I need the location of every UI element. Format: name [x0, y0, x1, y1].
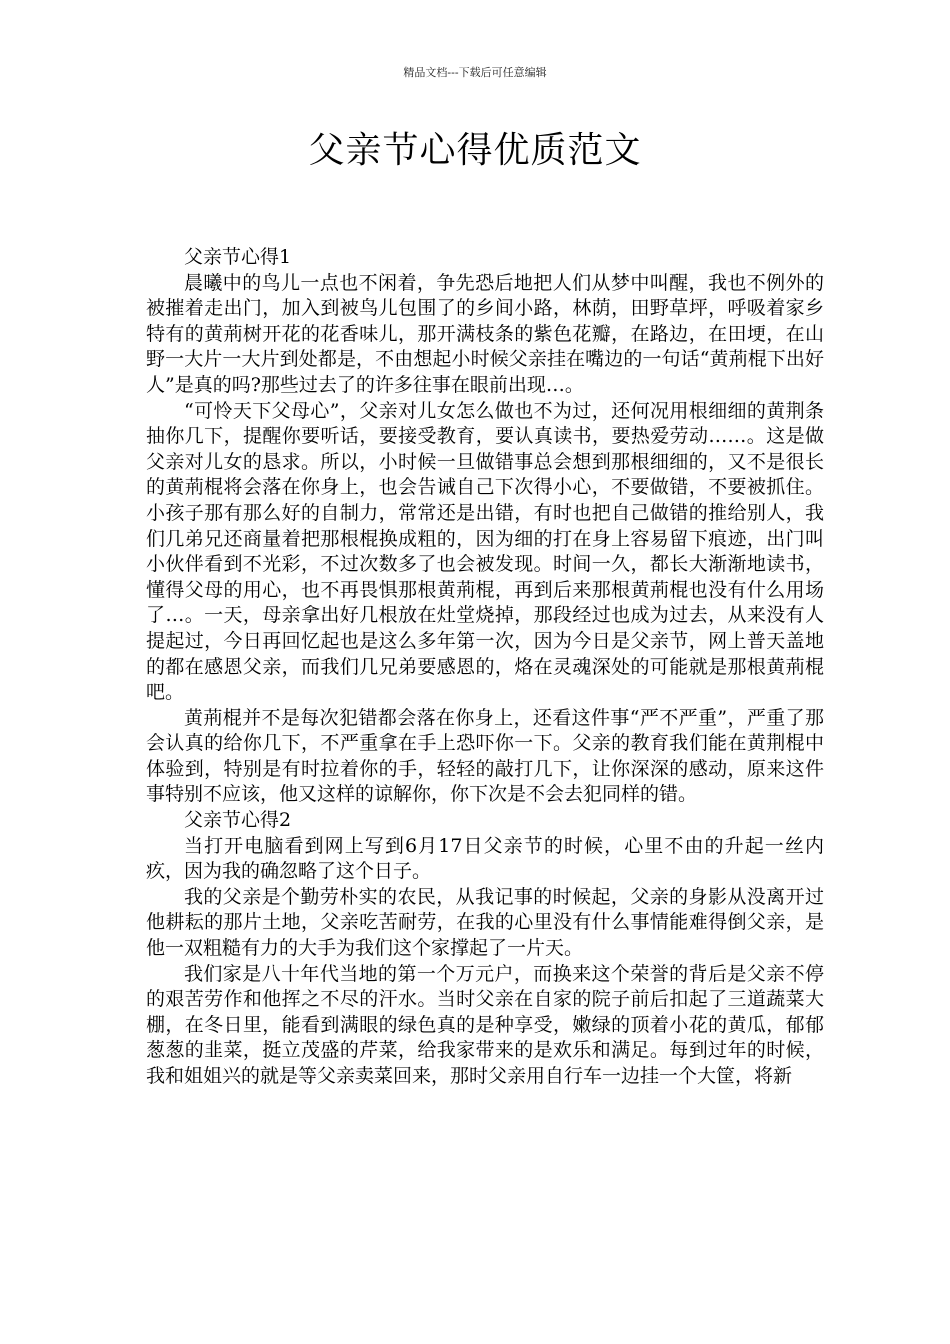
section-heading-2: 父亲节心得2	[184, 809, 292, 832]
document-title: 父亲节心得优质范文	[308, 130, 642, 171]
document-body	[146, 245, 824, 1090]
page-header-note: 精品文档---下载后可任意编辑	[403, 66, 547, 79]
paragraph: 我们家是八十年代当地的第一个万元户，而换来这个荣誉的背后是父亲不停的艰苦劳作和他挥之不尽的汗水。当时父亲在自家的院子前后扣起了三道蔬菜大棚，在冬日里，能看到满眼的绿色真的是种享受，嫩绿的顶着小花的黄瓜，郁郁葱葱的韭菜，挺立茂盛的芹菜，给我家带来的是欢乐和满足。每到过年的时候，我和姐姐兴的就是等父亲卖菜回来，那时父亲用自行车一边挂一个大筐，将新	[146, 962, 824, 1087]
paragraph: 我的父亲是个勤劳朴实的农民，从我记事的时候起，父亲的身影从没离开过他耕耘的那片土地，父亲吃苦耐劳，在我的心里没有什么事情能难得倒父亲，是他一双粗糙有力的大手为我们这个家撑起了一片天。	[146, 885, 824, 960]
section-heading-1: 父亲节心得1	[184, 246, 292, 268]
paragraph: 当打开电脑看到网上写到6月17日父亲节的时候，心里不由的升起一丝内疚，因为我的确忽略了这个日子。	[146, 834, 824, 883]
paragraph: 黄荊棍并不是每次犯错都会落在你身上，还看这件事“严不严重”，严重了那会认真的给你几下，不严重拿在手上恐吓你一下。父亲的教育我们能在黄荆棍中体验到，特别是有时拉着你的手，轻轻的敲打几下，让你深深的感动，原来这件事特别不应该，他又这样的谅解你，你下次是不会去犯同样的错。	[146, 706, 824, 806]
paragraph: 晨曦中的鸟儿一点也不闲着，争先恐后地把人们从梦中叫醒，我也不例外的被摧着走出门，加入到被鸟儿包围了的乡间小路，林荫，田野草坪，呼吸着家乡特有的黄荊树开花的花香味儿，那开满枝条的紫色花瓣，在路边，在田埂，在山野一大片一大片到处都是，不由想起小时候父亲挂在嘴边的一句话“黄荊棍下出好人”是真的吗?那些过去了的许多往事在眼前出现…。	[146, 271, 824, 396]
paragraph: “可怜天下父母心”，父亲对儿女怎么做也不为过，还何况用根细细的黄荆条抽你几下，提醒你要听话，要接受教育，要认真读书，要热爱劳动……。这是做父亲对儿女的恳求。所以，小时候一旦做错事总会想到那根细细的，又不是很长的黄荊棍将会落在你身上，也会告诫自己下次得小心，不要做错，不要被抓住。小孩子那有那么好的自制力，常常还是出错，有时也把自己做错的推给别人，我们几弟兄还商量着把那根棍换成粗的，因为细的打在身上容易留下痕迹，出门叫小伙伴看到不光彩，不过次数多了也会被发现。时间一久，都长大渐渐地读书，懂得父母的用心，也不再畏惧那根黄荊棍，再到后来那根黄荊棍也没有什么用场了…。一天，母亲拿出好几根放在灶堂烧掉，那段经过也成为过去，从来没有人提起过，今日再回忆起也是这么多年第一次，因为今日是父亲节，网上普天盖地的都在感恩父亲，而我们几兄弟要感恩的，烙在灵魂深处的可能就是那根黄荊棍吧。	[146, 399, 824, 704]
